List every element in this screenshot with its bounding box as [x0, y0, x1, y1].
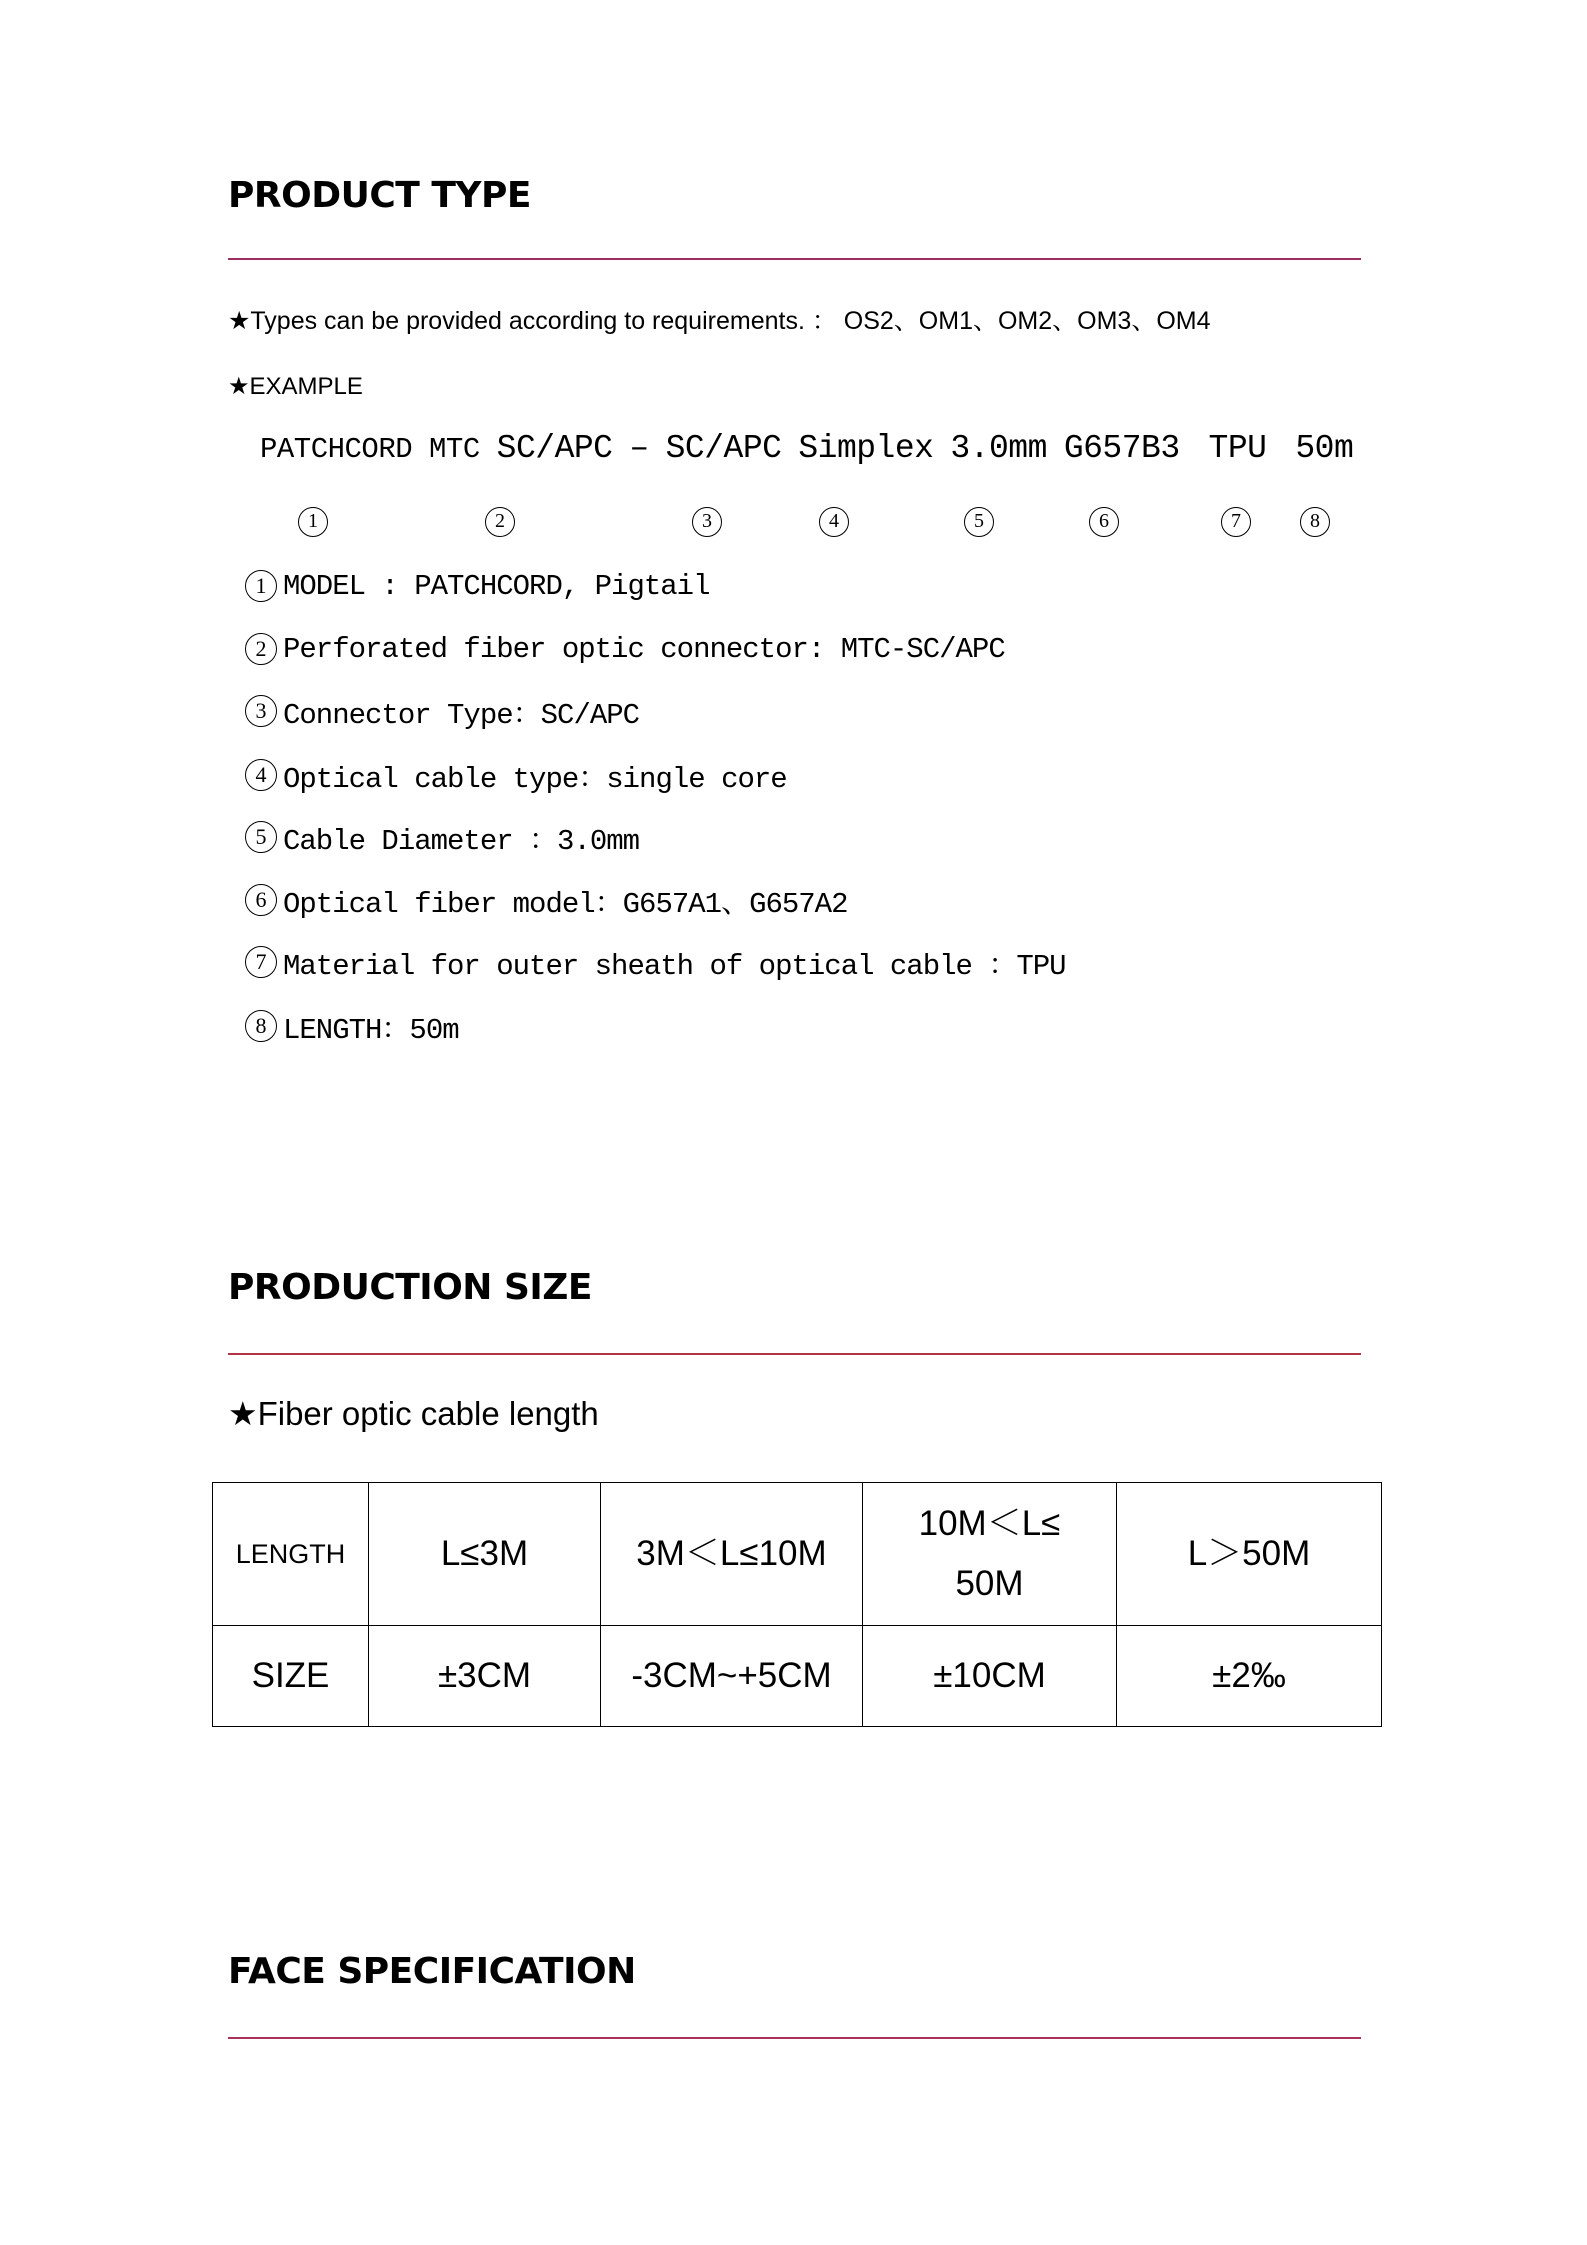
list-item — [245, 880, 848, 920]
section-title-product-type: PRODUCT TYPE — [228, 175, 531, 216]
table-cell — [863, 1483, 1117, 1626]
list-item — [245, 566, 709, 606]
types-note: ★Types can be provided according to requirements. ： OS2、OM1、OM2、OM3、OM4 — [228, 307, 1211, 335]
section-divider — [228, 1353, 1361, 1355]
example-marker: 2 — [485, 507, 515, 537]
example-marker: 3 — [692, 507, 722, 537]
table-cell: ±2‰ — [1117, 1626, 1382, 1727]
list-item — [245, 629, 1005, 669]
example-part-length: 50m — [1295, 430, 1354, 467]
row-header-length: LENGTH — [213, 1483, 369, 1626]
cable-length-subtitle: ★Fiber optic cable length — [228, 1395, 599, 1432]
list-item — [245, 1006, 459, 1046]
list-item — [245, 691, 639, 731]
item-number: 3 — [245, 695, 277, 727]
section-divider — [228, 258, 1361, 260]
example-code — [260, 432, 1353, 465]
item-number: 1 — [245, 570, 277, 602]
item-number: 6 — [245, 884, 277, 916]
example-marker: 5 — [964, 507, 994, 537]
item-text: Perforated fiber optic connector: MTC-SC/APC — [283, 632, 1005, 666]
item-number: 2 — [245, 633, 277, 665]
item-text: Cable Diameter ：3.0mm — [283, 824, 640, 858]
item-number: 4 — [245, 759, 277, 791]
table-cell: ±10CM — [863, 1626, 1117, 1727]
example-marker: 1 — [298, 507, 328, 537]
item-text: Optical cable type：single core — [283, 762, 787, 796]
list-item — [245, 817, 639, 857]
example-marker: 8 — [1300, 507, 1330, 537]
section-title-face-specification: FACE SPECIFICATION — [228, 1951, 636, 1992]
example-part-connector-a: SC/APC — [496, 430, 613, 467]
item-text: LENGTH：50m — [283, 1013, 459, 1047]
table-row-length — [213, 1483, 1382, 1626]
item-text: Material for outer sheath of optical cable ：TPU — [283, 949, 1066, 983]
example-marker: 6 — [1089, 507, 1119, 537]
section-divider — [228, 2037, 1361, 2039]
example-marker: 4 — [819, 507, 849, 537]
list-item — [245, 755, 787, 795]
item-text: Optical fiber model：G657A1、G657A2 — [283, 887, 848, 921]
table-cell: -3CM~+5CM — [601, 1626, 863, 1727]
row-header-size: SIZE — [213, 1626, 369, 1727]
length-tolerance-table — [212, 1482, 1382, 1727]
example-part-sheath: TPU — [1208, 430, 1267, 467]
list-item — [245, 942, 1066, 982]
table-row-size — [213, 1626, 1382, 1727]
example-part-diameter: 3.0mm — [950, 430, 1047, 467]
table-cell: 3M＜L≤10M — [601, 1483, 863, 1626]
example-part-fiber: G657B3 — [1063, 430, 1180, 467]
table-cell: L＞50M — [1117, 1483, 1382, 1626]
table-cell: ±3CM — [369, 1626, 601, 1727]
example-marker: 7 — [1221, 507, 1251, 537]
item-text: MODEL : PATCHCORD, Pigtail — [283, 569, 710, 603]
item-number: 5 — [245, 821, 277, 853]
example-part-model: PATCHCORD MTC — [260, 433, 480, 466]
example-part-dash: – — [629, 430, 649, 467]
section-title-production-size: PRODUCTION SIZE — [228, 1267, 592, 1308]
table-cell-text: 10M＜L≤ 50M — [918, 1504, 1061, 1603]
item-number: 7 — [245, 946, 277, 978]
example-part-connector-b: SC/APC — [665, 430, 782, 467]
item-text: Connector Type：SC/APC — [283, 698, 640, 732]
example-label: ★EXAMPLE — [228, 373, 363, 400]
item-number: 8 — [245, 1010, 277, 1042]
table-cell: L≤3M — [369, 1483, 601, 1626]
example-part-core: Simplex — [798, 430, 934, 467]
